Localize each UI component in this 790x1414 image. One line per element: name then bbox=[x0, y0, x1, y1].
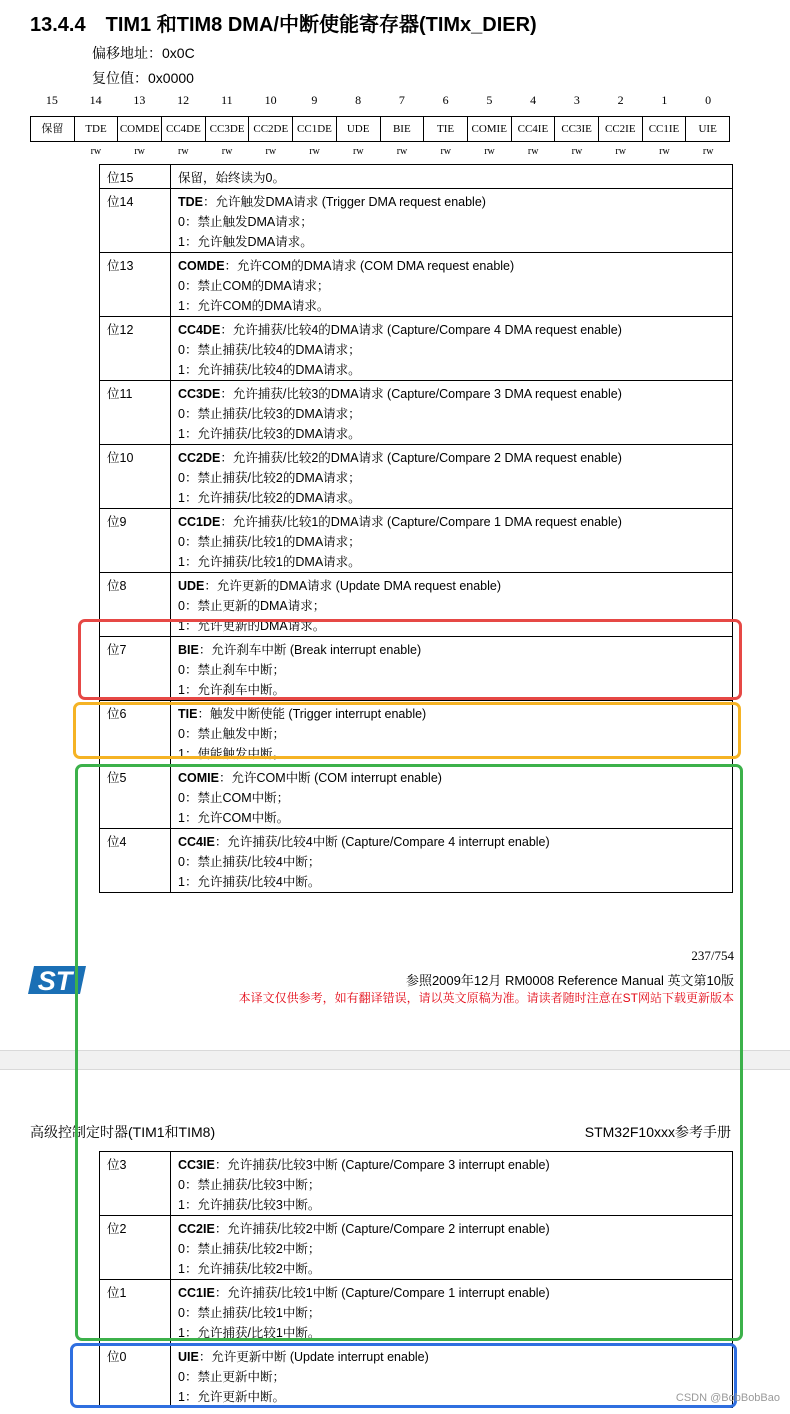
bit-number: 5 bbox=[486, 93, 493, 107]
watermark: CSDN @BobBobBao bbox=[675, 1392, 780, 1404]
value-0-desc: 0：禁止捕获/比较1的DMA请求； bbox=[178, 535, 361, 549]
bit-field-desc: ：允许捕获/比较3中断 (Capture/Compare 3 interrupt enable) bbox=[214, 1158, 550, 1172]
register-field: CC1IE bbox=[642, 117, 686, 141]
bit-field-name: CC3DE bbox=[178, 387, 221, 401]
value-0-desc: 0：禁止捕获/比较4中断； bbox=[178, 855, 321, 869]
access-type: rw bbox=[134, 146, 145, 157]
value-0-desc: 0：禁止COM的DMA请求； bbox=[178, 279, 330, 293]
value-1-desc: 1：允许COM的DMA请求。 bbox=[178, 299, 330, 313]
value-0-desc: 0：禁止捕获/比较2的DMA请求； bbox=[178, 471, 361, 485]
register-field: UIE bbox=[685, 117, 729, 141]
access-type: rw bbox=[352, 146, 364, 157]
bit-index: 位14 bbox=[100, 189, 171, 253]
bit-row bbox=[100, 253, 733, 317]
register-field: 保留 bbox=[41, 123, 64, 135]
value-1-desc: 1：允许捕获/比较4的DMA请求。 bbox=[178, 363, 361, 377]
bit-number: 10 bbox=[264, 93, 277, 107]
bit-field-desc: ：允许捕获/比较3的DMA请求 (Capture/Compare 3 DMA request enable) bbox=[220, 387, 622, 401]
access-type: rw bbox=[484, 146, 495, 157]
highlight-box-green bbox=[75, 764, 743, 1341]
bit-index: 位1 bbox=[100, 1280, 171, 1344]
bit-field-name: COMIE bbox=[178, 771, 219, 785]
bit-row bbox=[100, 381, 733, 445]
bit-summary bbox=[178, 448, 725, 468]
bit-summary bbox=[178, 256, 725, 276]
offset-address: 偏移地址：0x0C bbox=[92, 45, 195, 61]
bit-number: 3 bbox=[573, 93, 580, 107]
bit-row bbox=[100, 509, 733, 573]
bit-summary bbox=[178, 192, 725, 212]
value-1-desc: 1：允许捕获/比较1的DMA请求。 bbox=[178, 555, 361, 569]
page-header-right: STM32F10xxx参考手册 bbox=[584, 1124, 731, 1140]
register-field: CC4IE bbox=[511, 117, 555, 141]
register-field: CC4DE bbox=[161, 117, 205, 141]
bit-number: 7 bbox=[398, 93, 405, 107]
value-0-desc: 0：禁止刹车中断； bbox=[178, 663, 285, 677]
bit-field-name: CC3IE bbox=[178, 1158, 215, 1172]
bit-index: 位8 bbox=[100, 573, 171, 637]
bit-index: 位5 bbox=[100, 765, 171, 829]
value-1-desc: 1：允许更新中断。 bbox=[178, 1390, 285, 1404]
page-number: 237/754 bbox=[691, 948, 734, 963]
value-1-desc: 1：允许捕获/比较1中断。 bbox=[178, 1326, 321, 1340]
bit-field-desc: ：允许捕获/比较4中断 (Capture/Compare 4 interrupt enable) bbox=[214, 835, 550, 849]
bit-field-name: CC2IE bbox=[178, 1222, 215, 1236]
value-0-desc: 0：禁止触发DMA请求； bbox=[178, 215, 313, 229]
access-type: rw bbox=[396, 146, 408, 157]
bit-number: 13 bbox=[133, 93, 146, 107]
st-logo-text: ST bbox=[37, 966, 73, 996]
access-type: rw bbox=[527, 146, 539, 157]
bit-description bbox=[171, 189, 733, 253]
access-type: rw bbox=[265, 146, 277, 157]
bit-field-desc: ：允许COM中断 (COM interrupt enable) bbox=[218, 771, 442, 785]
bit-description bbox=[171, 317, 733, 381]
value-0-desc: 0：禁止触发中断； bbox=[178, 727, 285, 741]
bit-field-name: UIE bbox=[178, 1350, 199, 1364]
bit-number: 4 bbox=[530, 93, 537, 107]
bit-summary bbox=[178, 320, 725, 340]
bit-description bbox=[171, 445, 733, 509]
value-0-desc: 0：禁止捕获/比较1中断； bbox=[178, 1306, 321, 1320]
register-field: CC3DE bbox=[205, 117, 249, 141]
bit-index: 位9 bbox=[100, 509, 171, 573]
value-1-desc: 1：允许刹车中断。 bbox=[178, 683, 285, 697]
bit-index: 位15 bbox=[100, 165, 171, 189]
bit-number: 6 bbox=[442, 93, 449, 107]
bit-index: 位7 bbox=[100, 637, 171, 701]
bit-number: 12 bbox=[177, 93, 190, 107]
access-type: rw bbox=[440, 146, 452, 157]
bit-field-desc: ：允许捕获/比较4的DMA请求 (Capture/Compare 4 DMA request enable) bbox=[220, 323, 622, 337]
bit-number: 2 bbox=[617, 93, 624, 107]
bit-row bbox=[100, 445, 733, 509]
bit-number: 11 bbox=[221, 93, 233, 107]
register-field: TDE bbox=[74, 117, 118, 141]
highlight-box-yellow bbox=[73, 702, 741, 759]
register-field: COMIE bbox=[467, 117, 511, 141]
bit-field-name: CC2DE bbox=[178, 451, 221, 465]
value-0-desc: 0：禁止捕获/比较4的DMA请求； bbox=[178, 343, 361, 357]
reset-value: 复位值：0x0000 bbox=[92, 70, 194, 86]
access-type: rw bbox=[178, 146, 189, 157]
bit-field-desc: ：触发中断使能 (Trigger interrupt enable) bbox=[197, 707, 427, 721]
access-type: rw bbox=[615, 146, 626, 157]
register-field: CC2DE bbox=[248, 117, 292, 141]
access-type: rw bbox=[309, 146, 320, 157]
bit-index: 位11 bbox=[100, 381, 171, 445]
bit-field-name: TIE bbox=[178, 707, 198, 721]
bit-field-desc: ：允许捕获/比较2中断 (Capture/Compare 2 interrupt enable) bbox=[214, 1222, 550, 1236]
bit-index: 位10 bbox=[100, 445, 171, 509]
value-1-desc: 1：使能触发中断。 bbox=[178, 747, 285, 761]
bit-field-desc: ：允许更新的DMA请求 (Update DMA request enable) bbox=[204, 579, 502, 593]
access-type: rw bbox=[571, 146, 583, 157]
bit-description bbox=[171, 509, 733, 573]
bit-summary bbox=[178, 576, 725, 596]
bit-field-desc: 保留，始终读为0。 bbox=[178, 171, 285, 185]
page-header-left: 高级控制定时器(TIM1和TIM8) bbox=[30, 1124, 216, 1140]
register-field: CC3IE bbox=[554, 117, 598, 141]
bit-description bbox=[171, 165, 733, 189]
bit-field-name: BIE bbox=[178, 643, 199, 657]
value-1-desc: 1：允许捕获/比较4中断。 bbox=[178, 875, 321, 889]
bit-index: 位4 bbox=[100, 829, 171, 893]
value-1-desc: 1：允许捕获/比较2的DMA请求。 bbox=[178, 491, 361, 505]
register-field-bar bbox=[30, 116, 730, 142]
section-title: 13.4.4 TIM1 和TIM8 DMA/中断使能寄存器(TIMx_DIER) bbox=[30, 14, 537, 36]
value-0-desc: 0：禁止捕获/比较3的DMA请求； bbox=[178, 407, 361, 421]
bit-field-desc: ：允许刹车中断 (Break interrupt enable) bbox=[198, 643, 422, 657]
bit-field-name: CC4DE bbox=[178, 323, 221, 337]
bit-number: 14 bbox=[89, 93, 102, 107]
bit-number: 0 bbox=[705, 93, 712, 107]
value-0-desc: 0：禁止捕获/比较2中断； bbox=[178, 1242, 321, 1256]
access-type: rw bbox=[221, 146, 233, 157]
access-type: rw bbox=[659, 146, 670, 157]
access-type: rw bbox=[90, 146, 102, 157]
register-field: CC2IE bbox=[598, 117, 642, 141]
bit-summary bbox=[178, 512, 725, 532]
value-0-desc: 0：禁止更新中断； bbox=[178, 1370, 285, 1384]
register-field: CC1DE bbox=[292, 117, 336, 141]
value-0-desc: 0：禁止捕获/比较3中断； bbox=[178, 1178, 321, 1192]
register-field: TIE bbox=[423, 117, 467, 141]
bit-index: 位13 bbox=[100, 253, 171, 317]
value-1-desc: 1：允许捕获/比较3中断。 bbox=[178, 1198, 321, 1212]
value-0-desc: 0：禁止COM中断； bbox=[178, 791, 290, 805]
bit-field-name: TDE bbox=[178, 195, 203, 209]
bit-index: 位12 bbox=[100, 317, 171, 381]
bit-number: 8 bbox=[355, 93, 362, 107]
bit-number: 9 bbox=[311, 93, 318, 107]
bit-field-name: UDE bbox=[178, 579, 205, 593]
value-1-desc: 1：允许COM中断。 bbox=[178, 811, 290, 825]
value-1-desc: 1：允许捕获/比较2中断。 bbox=[178, 1262, 321, 1276]
bit-field-desc: ：允许触发DMA请求 (Trigger DMA request enable) bbox=[203, 195, 486, 209]
bit-number: 15 bbox=[45, 93, 58, 107]
register-field: COMDE bbox=[117, 117, 161, 141]
bit-number-row bbox=[30, 93, 730, 111]
bit-row bbox=[100, 317, 733, 381]
bit-summary bbox=[178, 384, 725, 404]
bit-field-desc: ：允许捕获/比较1中断 (Capture/Compare 1 interrupt enable) bbox=[214, 1286, 550, 1300]
value-1-desc: 1：允许更新的DMA请求。 bbox=[178, 619, 326, 633]
reference-manual-line: 参照2009年12月 RM0008 Reference Manual 英文第10版 bbox=[405, 973, 734, 988]
bit-index: 位3 bbox=[100, 1152, 171, 1216]
bit-index: 位6 bbox=[100, 701, 171, 765]
bit-description bbox=[171, 253, 733, 317]
bit-description bbox=[171, 381, 733, 445]
bit-index: 位2 bbox=[100, 1216, 171, 1280]
translation-note: 本译文仅供参考，如有翻译错误，请以英文原稿为准。请读者随时注意在ST网站下载更新版本 bbox=[238, 991, 734, 1005]
bit-index: 位0 bbox=[100, 1344, 171, 1408]
bit-field-name: CC1DE bbox=[178, 515, 221, 529]
bit-row bbox=[100, 165, 733, 189]
bit-field-desc: ：允许捕获/比较2的DMA请求 (Capture/Compare 2 DMA request enable) bbox=[220, 451, 622, 465]
bit-field-desc: ：允许捕获/比较1的DMA请求 (Capture/Compare 1 DMA request enable) bbox=[220, 515, 622, 529]
value-1-desc: 1：允许触发DMA请求。 bbox=[178, 235, 313, 249]
value-1-desc: 1：允许捕获/比较3的DMA请求。 bbox=[178, 427, 361, 441]
highlight-box-red bbox=[78, 619, 742, 700]
value-0-desc: 0：禁止更新的DMA请求； bbox=[178, 599, 326, 613]
bit-row bbox=[100, 189, 733, 253]
access-type: rw bbox=[702, 146, 714, 157]
access-row bbox=[74, 146, 730, 160]
bit-field-name: CC1IE bbox=[178, 1286, 215, 1300]
bit-field-name: COMDE bbox=[178, 259, 225, 273]
register-field: BIE bbox=[380, 117, 424, 141]
bit-field-desc: ：允许COM的DMA请求 (COM DMA request enable) bbox=[224, 259, 515, 273]
bit-field-name: CC4IE bbox=[178, 835, 215, 849]
register-field: UDE bbox=[336, 117, 380, 141]
bit-field-desc: ：允许更新中断 (Update interrupt enable) bbox=[198, 1350, 429, 1364]
bit-summary bbox=[178, 168, 725, 188]
bit-number: 1 bbox=[661, 93, 668, 107]
